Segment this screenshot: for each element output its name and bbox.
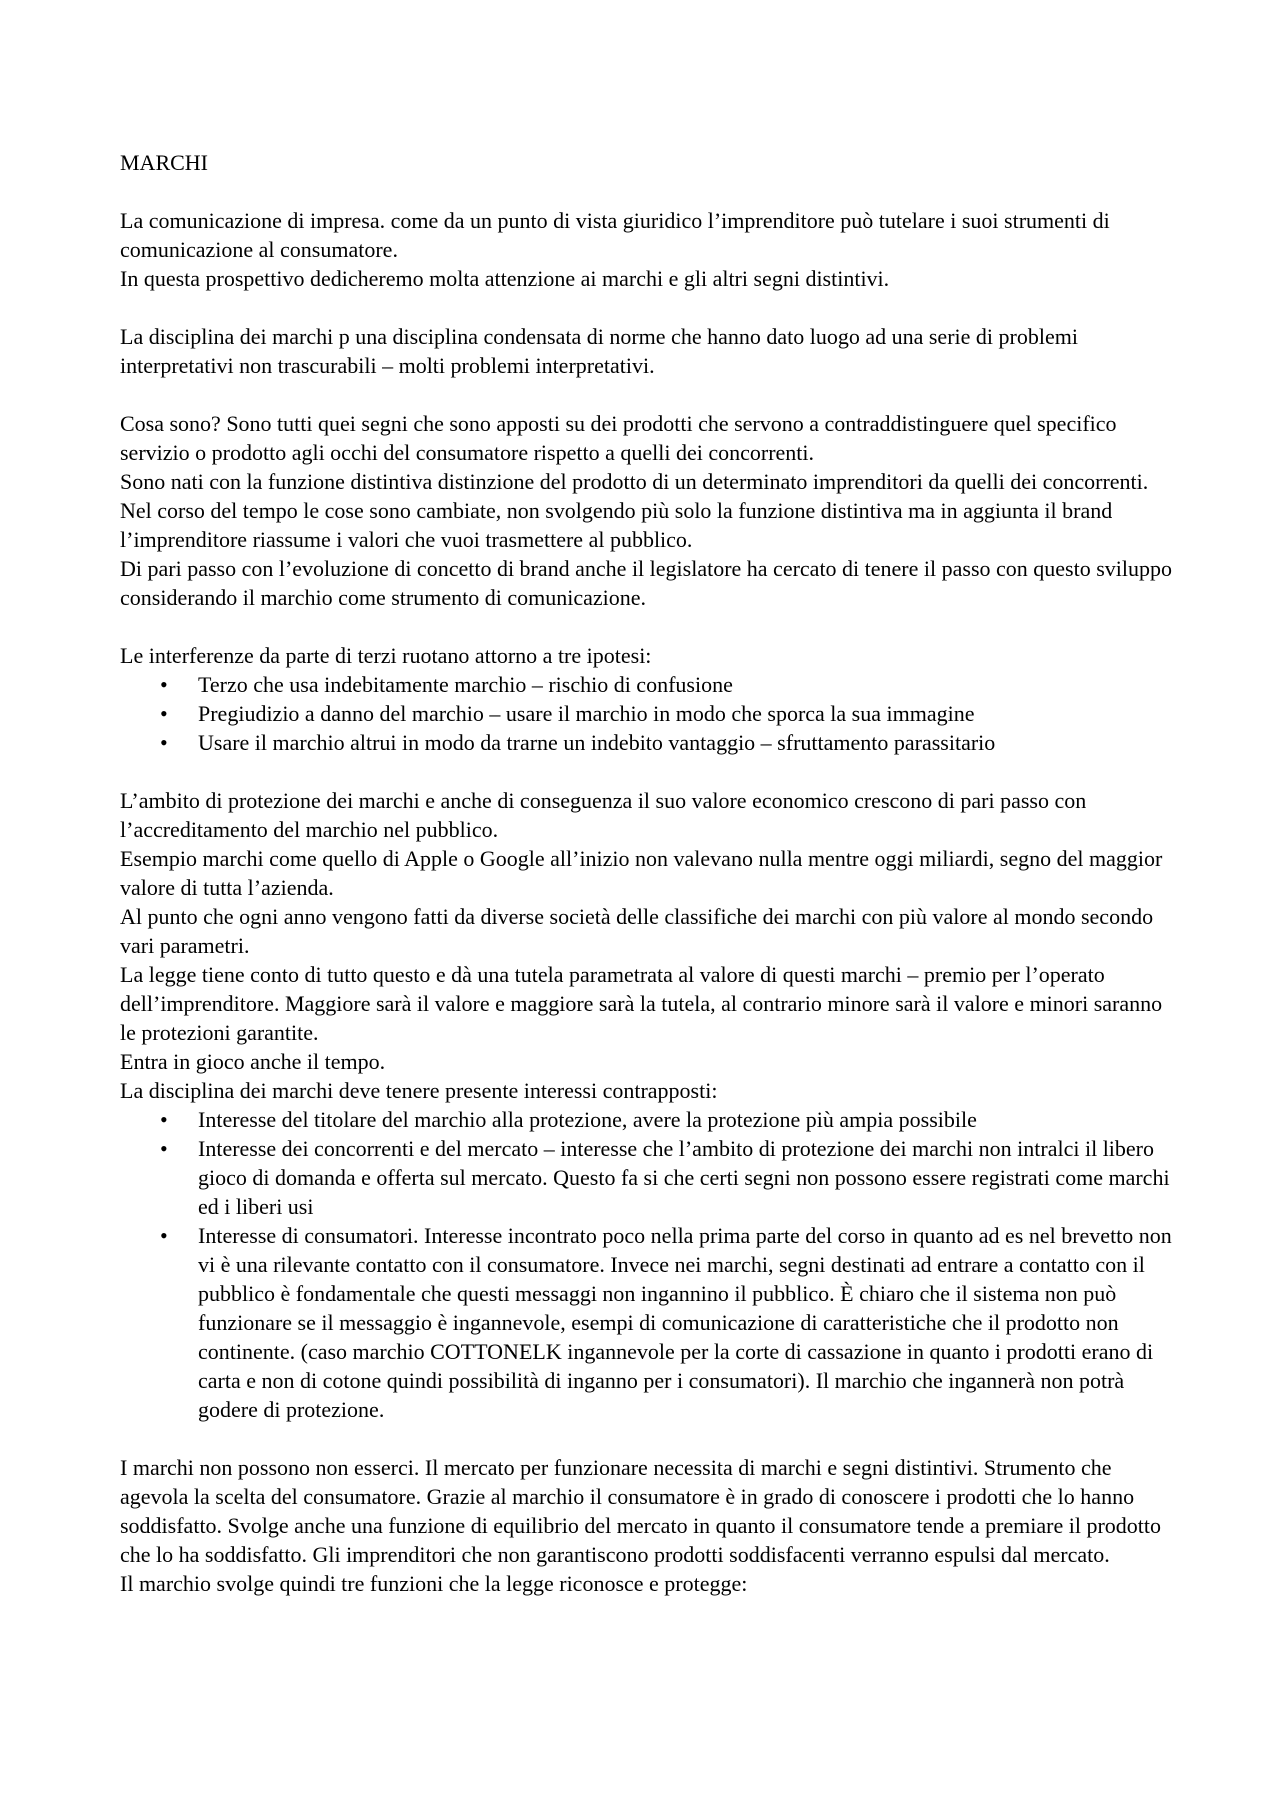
list-item: • Terzo che usa indebitamente marchio – rischio di confusione [120, 670, 1180, 699]
document-page [120, 148, 1180, 1598]
tempo-paragraph: Entra in gioco anche il tempo. [120, 1049, 386, 1074]
paragraph-gap [120, 293, 1180, 322]
ambito-protezione-paragraph: L’ambito di protezione dei marchi e anche di conseguenza il suo valore economico crescono di pari passo con l’accreditamento del marchio nel pubblico. [120, 788, 1087, 842]
interferenze-list [120, 670, 1180, 757]
legislatore-paragraph: Di pari passo con l’evoluzione di concetto di brand anche il legislatore ha cercato di tenere il passo con questo sviluppo considerando il marchio come strumento di comunicazione. [120, 556, 1173, 610]
disciplina-paragraph: La disciplina dei marchi p una disciplina condensata di norme che hanno dato luogo ad una serie di problemi interpretativi non trascurabili – molti problemi interpretativi. [120, 324, 1078, 378]
esempio-marchi-paragraph: Esempio marchi come quello di Apple o Google all’inizio non valevano nulla mentre oggi miliardi, segno del maggior valore di tutta l’azienda. [120, 846, 1163, 900]
classifiche-paragraph: Al punto che ogni anno vengono fatti da diverse società delle classifiche dei marchi con più valore al mondo secondo vari parametri. [120, 904, 1154, 958]
paragraph-gap [120, 757, 1180, 786]
paragraph-gap [120, 380, 1180, 409]
brand-paragraph: Nel corso del tempo le cose sono cambiate, non svolgendo più solo la funzione distintiva ma in aggiunta il brand l’imprenditore riassume i valori che vuoi trasmettere al pubblico. [120, 498, 1113, 552]
intro-paragraph-1: La comunicazione di impresa. come da un punto di vista giuridico l’imprenditore può tutelare i suoi strumenti di comunicazione al consumatore. [120, 208, 1110, 262]
list-item: • Usare il marchio altrui in modo da trarne un indebito vantaggio – sfruttamento parassitario [120, 728, 1180, 757]
tre-funzioni-paragraph: Il marchio svolge quindi tre funzioni che la legge riconosce e protegge: [120, 1571, 748, 1596]
legge-tutela-paragraph: La legge tiene conto di tutto questo e dà una tutela parametrata al valore di questi marchi – premio per l’operato dell’imprenditore. Maggiore sarà il valore e maggiore sarà la tutela, al contrario minore sarà il valore e minori saranno le protezioni garantite. [120, 962, 1163, 1045]
list-item: • Interesse dei concorrenti e del mercato – interesse che l’ambito di protezione dei marchi non intralci il libero gioco di domanda e offerta sul mercato. Questo fa si che certi segni non possono essere registrati come marchi ed i liberi usi [120, 1134, 1180, 1221]
list-item: • Interesse del titolare del marchio alla protezione, avere la protezione più ampia possibile [120, 1105, 1180, 1134]
interessi-lead: La disciplina dei marchi deve tenere presente interessi contrapposti: [120, 1078, 718, 1103]
interferenze-lead: Le interferenze da parte di terzi ruotano attorno a tre ipotesi: [120, 643, 652, 668]
interessi-list [120, 1105, 1180, 1424]
cosa-sono-paragraph: Cosa sono? Sono tutti quei segni che sono apposti su dei prodotti che servono a contraddistinguere quel specifico servizio o prodotto agli occhi del consumatore rispetto a quelli dei concorrenti. [120, 411, 1117, 465]
paragraph-gap [120, 1424, 1180, 1453]
intro-paragraph-2: In questa prospettivo dedicheremo molta attenzione ai marchi e gli altri segni distintivi. [120, 266, 890, 291]
list-item: • Pregiudizio a danno del marchio – usare il marchio in modo che sporca la sua immagine [120, 699, 1180, 728]
mercato-paragraph: I marchi non possono non esserci. Il mercato per funzionare necessita di marchi e segni distintivi. Strumento che agevola la scelta del consumatore. Grazie al marchio il consumatore è in grado di conoscere i prodotti che lo hanno soddisfatto. Svolge anche una funzione di equilibrio del mercato in quanto il consumatore tende a premiare il prodotto che lo ha soddisfatto. Gli imprenditori che non garantiscono prodotti soddisfacenti verranno espulsi dal mercato. [120, 1455, 1162, 1567]
document-title: MARCHI [120, 150, 209, 175]
funzione-distintiva-paragraph: Sono nati con la funzione distintiva distinzione del prodotto di un determinato imprenditori da quelli dei concorrenti. [120, 469, 1149, 494]
paragraph-gap [120, 612, 1180, 641]
list-item: • Interesse di consumatori. Interesse incontrato poco nella prima parte del corso in quanto ad es nel brevetto non vi è una rilevante contatto con il consumatore. Invece nei marchi, segni destinati ad entrare a contatto con il pubblico è fondamentale che questi messaggi non ingannino il pubblico. È chiaro che il sistema non può funzionare se il messaggio è ingannevole, esempi di comunicazione di caratteristiche che il prodotto non continente. (caso marchio COTTONELK ingannevole per la corte di cassazione in quanto i prodotti erano di carta e non di cotone quindi possibilità di inganno per i consumatori). Il marchio che ingannerà non potrà godere di protezione. [120, 1221, 1180, 1424]
